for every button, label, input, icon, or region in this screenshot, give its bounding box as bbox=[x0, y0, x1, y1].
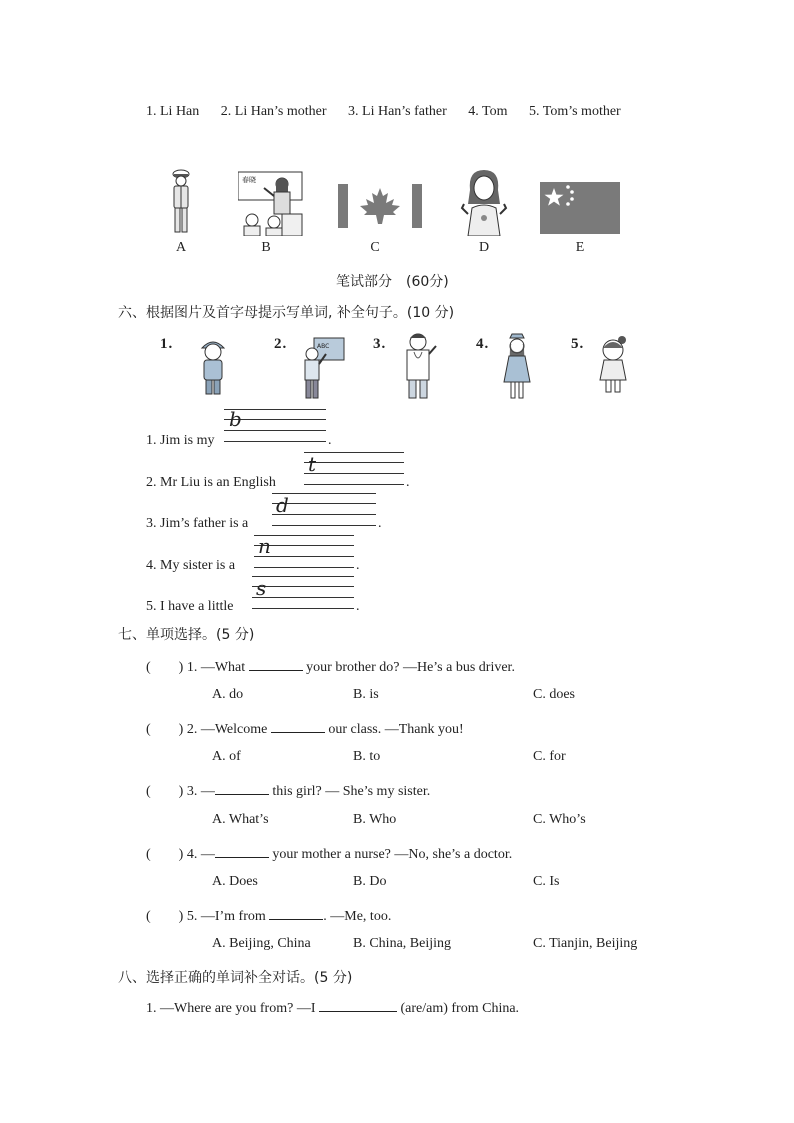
hint-letter: b bbox=[229, 407, 242, 431]
question-1: ( ) 1. —What your brother do? —He’s a bus driver. bbox=[146, 660, 515, 675]
section-6-title: 六、根据图片及首字母提示写单词, 补全句子。(10 分) bbox=[118, 305, 455, 321]
option-a[interactable]: A. Beijing, China bbox=[212, 936, 311, 951]
name-option: 2. Li Han’s mother bbox=[220, 104, 327, 119]
answer-blank[interactable] bbox=[249, 658, 303, 671]
police-officer-picture bbox=[168, 168, 194, 236]
name-option: 3. Li Han’s father bbox=[348, 104, 447, 119]
sentence-end: . bbox=[356, 558, 360, 573]
board-text: ABC bbox=[317, 343, 330, 350]
picture-number: 5. bbox=[571, 336, 585, 352]
option-b[interactable]: B. Do bbox=[353, 874, 387, 889]
picture-number: 4. bbox=[476, 336, 490, 352]
option-a[interactable]: A. of bbox=[212, 749, 241, 764]
option-c[interactable]: C. for bbox=[533, 749, 566, 764]
picture-number: 3. bbox=[373, 336, 387, 352]
option-a[interactable]: A. What’s bbox=[212, 812, 269, 827]
question-3: ( ) 3. — this girl? — She’s my sister. bbox=[146, 784, 431, 799]
option-c[interactable]: C. Is bbox=[533, 874, 560, 889]
fill-sentence-2: 2. Mr Liu is an English bbox=[146, 475, 276, 490]
picture-label: D bbox=[478, 240, 490, 255]
sentence-end: . bbox=[378, 516, 382, 531]
teacher-classroom-picture bbox=[238, 170, 304, 236]
option-b[interactable]: B. Who bbox=[353, 812, 397, 827]
option-b[interactable]: B. China, Beijing bbox=[353, 936, 451, 951]
picture-label: B bbox=[261, 240, 271, 255]
option-a[interactable]: A. Does bbox=[212, 874, 258, 889]
sentence-end: . bbox=[356, 599, 360, 614]
answer-blank[interactable] bbox=[215, 782, 269, 795]
listening-names-row bbox=[146, 104, 639, 120]
sentence-end: . bbox=[328, 433, 332, 448]
name-option: 5. Tom’s mother bbox=[529, 104, 621, 119]
question-5: ( ) 5. —I’m from . —Me, too. bbox=[146, 909, 392, 924]
boy-picture bbox=[196, 336, 230, 398]
section-8-title: 八、选择正确的单词补全对话。(5 分) bbox=[118, 970, 353, 986]
nurse-picture bbox=[500, 332, 534, 402]
picture-number: 2. bbox=[274, 336, 288, 352]
picture-label: A bbox=[175, 240, 187, 255]
doctor-picture bbox=[398, 330, 438, 400]
four-line-writing-guide[interactable] bbox=[304, 452, 404, 486]
name-option: 4. Tom bbox=[468, 104, 508, 119]
canada-flag-picture bbox=[338, 184, 422, 228]
hint-letter: n bbox=[258, 534, 271, 558]
answer-blank[interactable] bbox=[319, 999, 397, 1012]
answer-parenthesis[interactable]: ( ) bbox=[146, 722, 184, 737]
written-section-header: 笔试部分 (60分) bbox=[336, 274, 449, 290]
question-2: ( ) 2. —Welcome our class. —Thank you! bbox=[146, 722, 464, 737]
option-b[interactable]: B. is bbox=[353, 687, 379, 702]
answer-parenthesis[interactable]: ( ) bbox=[146, 909, 184, 924]
hint-letter: d bbox=[276, 493, 289, 517]
option-c[interactable]: C. does bbox=[533, 687, 575, 702]
answer-parenthesis[interactable]: ( ) bbox=[146, 847, 184, 862]
option-c[interactable]: C. Who’s bbox=[533, 812, 586, 827]
answer-blank[interactable] bbox=[215, 845, 269, 858]
hint-letter: t bbox=[308, 452, 317, 476]
question-4: ( ) 4. — your mother a nurse? —No, she’s a doctor. bbox=[146, 847, 513, 862]
china-flag-picture bbox=[540, 182, 620, 234]
teacher-picture bbox=[300, 336, 346, 400]
board-text: 春晓 bbox=[242, 176, 256, 184]
option-b[interactable]: B. to bbox=[353, 749, 381, 764]
dialog-question-1: 1. —Where are you from? —I (are/am) from China. bbox=[146, 1001, 520, 1016]
option-a[interactable]: A. do bbox=[212, 687, 244, 702]
girl-picture bbox=[594, 334, 632, 394]
answer-parenthesis[interactable]: ( ) bbox=[146, 660, 184, 675]
section-7-title: 七、单项选择。(5 分) bbox=[118, 627, 255, 643]
sentence-end: . bbox=[406, 475, 410, 490]
answer-blank[interactable] bbox=[269, 907, 323, 920]
fill-sentence-4: 4. My sister is a bbox=[146, 558, 236, 573]
fill-sentence-1: 1. Jim is my bbox=[146, 433, 215, 448]
woman-picture bbox=[458, 168, 510, 236]
fill-sentence-3: 3. Jim’s father is a bbox=[146, 516, 249, 531]
four-line-writing-guide[interactable] bbox=[252, 576, 354, 610]
picture-label: C bbox=[370, 240, 380, 255]
picture-number: 1. bbox=[160, 336, 174, 352]
option-c[interactable]: C. Tianjin, Beijing bbox=[533, 936, 638, 951]
answer-blank[interactable] bbox=[271, 720, 325, 733]
hint-letter: s bbox=[256, 576, 267, 600]
name-option: 1. Li Han bbox=[146, 104, 200, 119]
answer-parenthesis[interactable]: ( ) bbox=[146, 784, 184, 799]
fill-sentence-5: 5. I have a little bbox=[146, 599, 234, 614]
picture-label: E bbox=[575, 240, 585, 255]
